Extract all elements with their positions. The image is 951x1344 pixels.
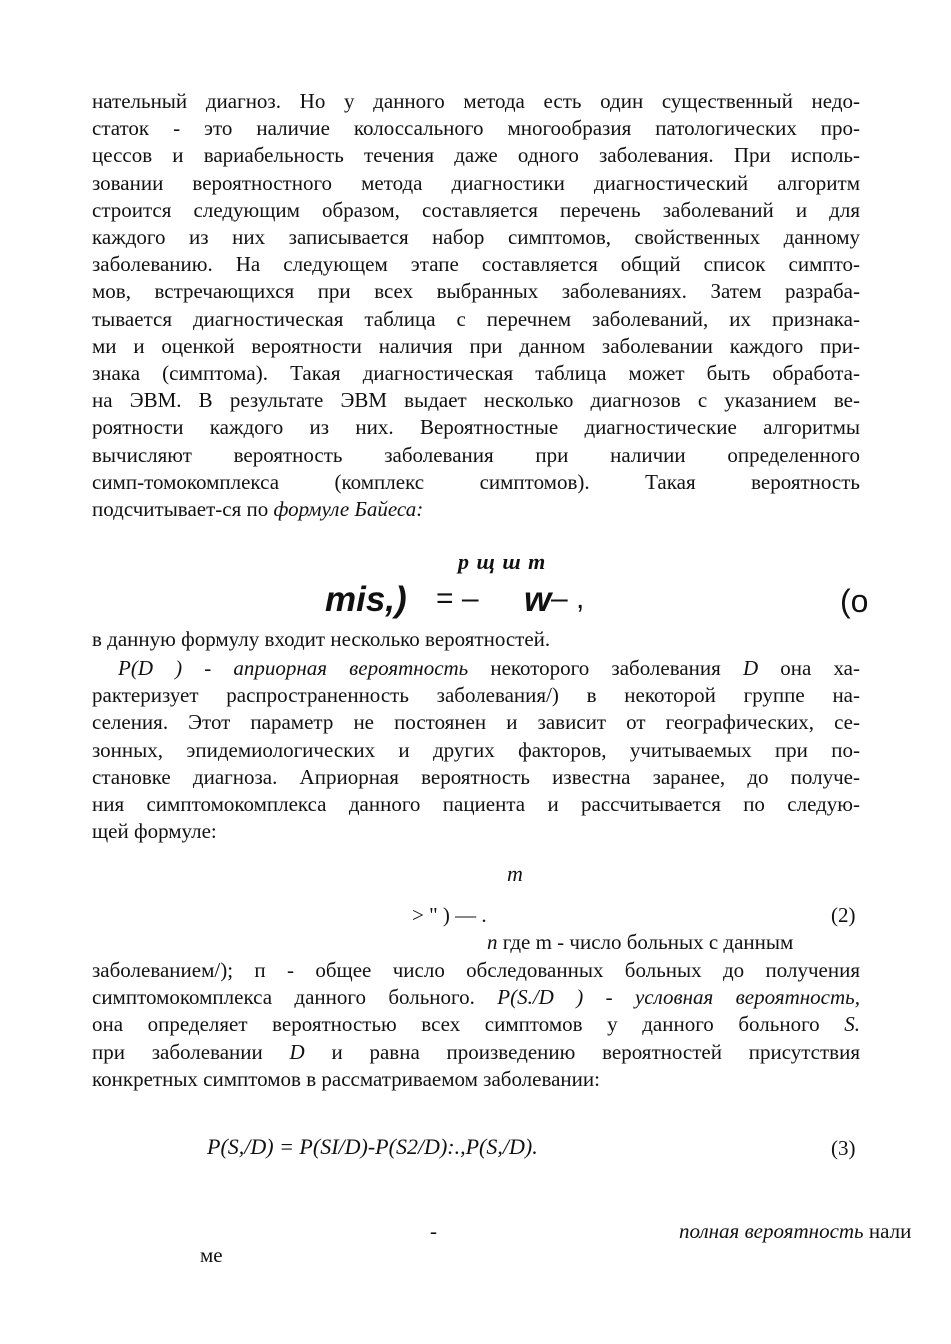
formula-1-top: р щ ш т (458, 549, 547, 574)
paragraph-2-line: рактеризует распространенность заболевания/) в некоторой группе на- (92, 683, 860, 708)
paragraph-1-line: симп-томокомплекса (комплекс симптомов). Такая вероятность (92, 469, 860, 494)
paragraph-1-line: вычисляют вероятность заболевания при наличии определенного (92, 442, 860, 467)
paragraph-1-line: статок - это наличие колоссального многообразия патологических про- (92, 116, 860, 141)
formula-1-number: (о (840, 583, 869, 619)
formula-2-numerator: т (507, 861, 523, 886)
paragraph-1-line: знака (симптома). Такая диагностическая таблица может быть обработа- (92, 361, 860, 386)
paragraph-1-line: зовании вероятностного метода диагностики диагностический алгоритм (92, 170, 860, 195)
paragraph-1-line: строится следующим образом, составляется перечень заболеваний и для (92, 197, 860, 222)
footer-text: полная вероятность нали (679, 1219, 912, 1243)
formula-1-lhs: mis,) (325, 580, 407, 619)
formula-2-denominator-line: п где m - число больных с данным (487, 930, 794, 954)
paragraph-1 (92, 88, 860, 523)
paragraph-3-line-3: она определяет вероятностью всех симптомов у данного больного S. (92, 1012, 860, 1037)
paragraph-2-line-1: P(D ) - априорная вероятность некоторого заболевания D она ха- (118, 656, 860, 680)
formula-3-number: (3) (831, 1136, 856, 1160)
paragraph-2-line: ния симптомокомплекса данного пациента и рассчитывается по следую- (92, 792, 860, 817)
paragraph-2 (92, 655, 860, 845)
formula-2-number: (2) (831, 903, 856, 927)
paragraph-1-line: роятности каждого из них. Вероятностные диагностические алгоритмы (92, 415, 860, 440)
paragraph-3-line-5: конкретных симптомов в рассматриваемом заболевании: (92, 1066, 600, 1091)
paragraph-1-last-line: подсчитывает-ся по формуле Байеса: (92, 497, 424, 522)
paragraph-1-line: тывается диагностическая таблица с перечнем заболеваний, их признака- (92, 306, 860, 331)
paragraph-3-line-4: при заболевании D и равна произведению вероятностей присутствия (92, 1039, 860, 1064)
formula-3-expression: P(S,/D) = P(SI/D)-P(S2/D):.,P(S,/D). (207, 1134, 538, 1159)
paragraph-1-line: каждого из них записывается набор симптомов, свойственных данному (92, 225, 860, 250)
paragraph-3 (92, 957, 860, 1093)
paragraph-2-line: становке диагноза. Априорная вероятность известна заранее, до получе- (92, 764, 860, 789)
paragraph-2-line: селения. Этот параметр не постоянен и зависит от географических, се- (92, 710, 860, 735)
paragraph-1-line: заболеванию. На следующем этапе составляется общий список симпто- (92, 252, 860, 277)
paragraph-1-line: нательный диагноз. Но у данного метода есть один существенный недо- (92, 89, 860, 113)
formula-1-w: w (524, 580, 552, 619)
formula-2-expression: > " ) — . (412, 903, 487, 927)
paragraph-2-line: зонных, эпидемиологических и других факторов, учитываемых при по- (92, 737, 860, 762)
paragraph-3-line-1: заболеванием/); п - общее число обследованных больных до получения (92, 958, 860, 982)
footer-dash: - (430, 1219, 437, 1243)
paragraph-1-line: мов, встречающихся при всех выбранных заболеваниях. Затем разраба- (92, 279, 860, 304)
paragraph-3-line-2: симптомокомплекса данного больного. P(S./D ) - условная вероятность, (92, 985, 860, 1010)
paragraph-1-line: ми и оценкой вероятности наличия при данном заболевании каждого при- (92, 333, 860, 358)
paragraph-2-line: щей формуле: (92, 819, 217, 844)
formula-1-tail: – , (551, 582, 585, 615)
footer-fragment: ме (200, 1243, 223, 1267)
paragraph-1-line: на ЭВМ. В результате ЭВМ выдает несколько диагнозов с указанием ве- (92, 388, 860, 413)
formula-1-equals: = – (436, 582, 479, 615)
text-after-formula-1: в данную формулу входит несколько вероятностей. (92, 627, 551, 651)
paragraph-1-line: цессов и вариабельность течения даже одного заболевания. При исполь- (92, 143, 860, 168)
